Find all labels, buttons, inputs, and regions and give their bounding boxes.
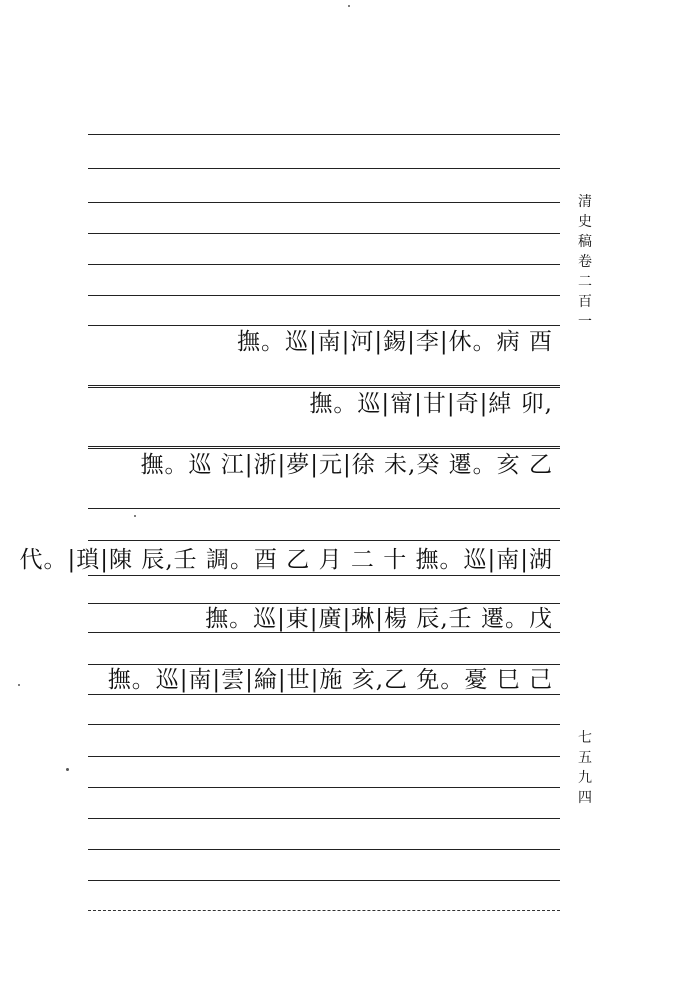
table-rule	[88, 632, 560, 633]
table-rule	[88, 387, 560, 388]
table-rule	[88, 910, 560, 911]
running-title: 清史稿卷二百一	[578, 194, 592, 330]
scan-speck	[66, 768, 69, 771]
table-rule	[88, 264, 560, 265]
scan-speck	[134, 515, 136, 517]
table-rule	[88, 233, 560, 234]
table-rule	[88, 694, 560, 695]
table-rule	[88, 508, 560, 509]
scan-speck	[348, 5, 350, 7]
table-rule	[88, 202, 560, 203]
scan-speck	[18, 684, 20, 686]
table-rule	[88, 849, 560, 850]
table-rule	[88, 540, 560, 541]
table-rule	[88, 446, 560, 447]
table-row: 撫。巡|南|雲|綸|世|施 亥,乙 免。憂 巳 己	[107, 667, 553, 693]
page-number: 七五九四	[578, 730, 592, 806]
table-rule	[88, 448, 560, 449]
table-rule	[88, 880, 560, 881]
table-rule	[88, 756, 560, 757]
table-row: 撫。巡|南|河|錫|李|休。病 酉	[236, 329, 553, 355]
table-rule	[88, 575, 560, 576]
table-rule	[88, 385, 560, 386]
table-rule	[88, 724, 560, 725]
table-rule	[88, 168, 560, 169]
table-rule	[88, 134, 560, 135]
table-rule	[88, 295, 560, 296]
table-rule	[88, 325, 560, 326]
table-row: 撫。巡 江|浙|夢|元|徐 未,癸 遷。亥 乙	[140, 452, 553, 478]
table-rule	[88, 818, 560, 819]
table-row: 撫。巡|東|廣|琳|楊 辰,壬 遷。戊	[205, 606, 553, 632]
table-row: 撫。巡|甯|甘|奇|綽 卯,	[309, 391, 553, 417]
table-rule	[88, 787, 560, 788]
table-row: 代。|瑣|陳 辰,壬 調。酉 乙 月 二 十 撫。巡|南|湖	[19, 547, 553, 573]
